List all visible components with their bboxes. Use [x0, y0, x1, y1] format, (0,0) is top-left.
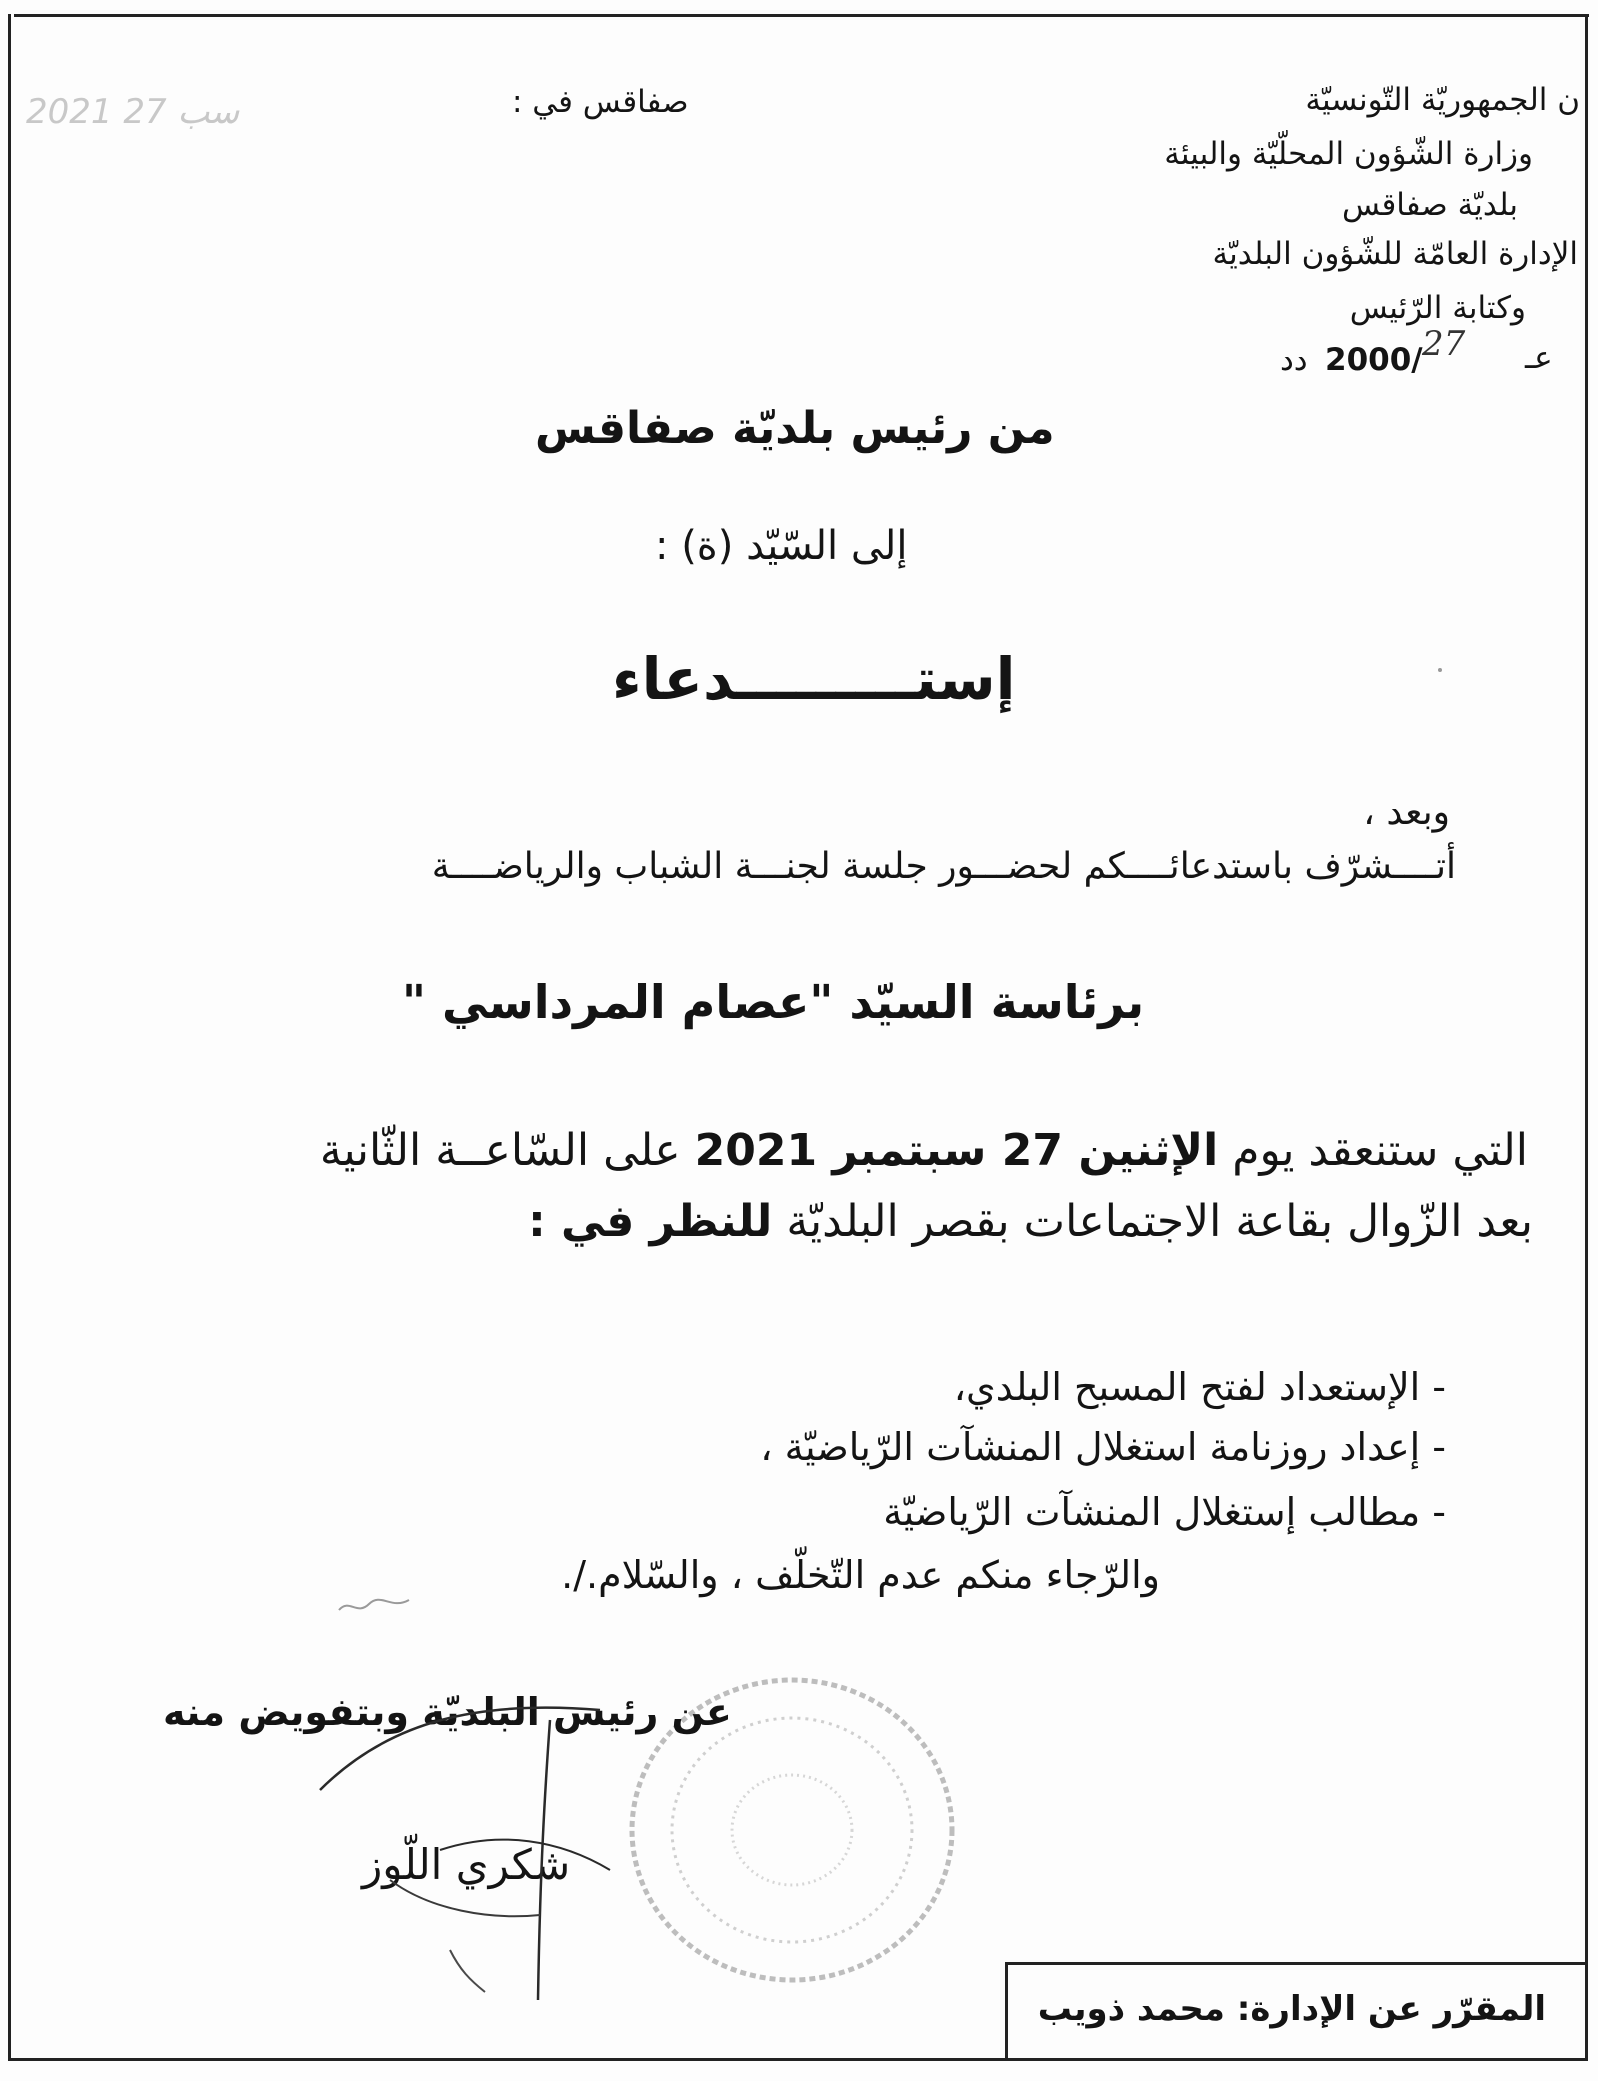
meeting-date-line	[320, 1125, 1528, 1176]
header-ministry: وزارة الشّؤون المحلّيّة والبيئة	[1164, 136, 1533, 172]
reference-tail: دد	[1280, 342, 1308, 378]
meeting-place: بعد الزّوال بقاعة الاجتماعات بقصر البلديّة	[786, 1196, 1533, 1247]
agenda-item: - إعداد روزنامة استغلال المنشآت الرّياضيّة ،	[760, 1425, 1446, 1469]
signature-title: عن رئيس البلديّة وبتفويض منه	[163, 1690, 732, 1734]
meeting-day: الإثنين 27 سبتمبر 2021	[694, 1125, 1219, 1176]
letter-body: أتــــشرّف باستدعائــــكم لحضـــور جلسة لجنـــة الشباب والرياضــــة	[431, 846, 1456, 887]
meeting-purpose: للنظر في :	[528, 1196, 773, 1247]
faint-date-stamp: 2021 سب 27	[26, 92, 240, 132]
city-date-label: صفاقس في :	[512, 84, 689, 120]
agenda-item: - الإستعداد لفتح المسبح البلدي،	[953, 1365, 1446, 1409]
page-border-top	[14, 14, 1589, 17]
reference-year: 2000/	[1325, 342, 1423, 378]
header-directorate: الإدارة العامّة للشّؤون البلديّة	[1212, 236, 1578, 272]
rapporteur-name: محمد ذويب	[1037, 1989, 1225, 2029]
meeting-place-line	[528, 1196, 1533, 1247]
reference-handwritten: 27	[1422, 324, 1466, 364]
scan-speck	[1438, 668, 1442, 672]
page-border-left	[8, 14, 11, 2059]
letter-to: إلى السّيّد (ة) :	[655, 523, 908, 569]
meeting-text-a: التي ستنعقد يوم	[1232, 1125, 1528, 1176]
rapporteur-box	[1005, 1962, 1588, 2061]
letter-subject: إستـــــــــدعاء	[612, 645, 1016, 713]
meeting-text-b: على السّاعــة الثّانية	[319, 1125, 681, 1176]
letter-closing: والرّجاء منكم عدم التّخلّف ، والسّلام./.	[561, 1553, 1160, 1597]
rapporteur-line	[1038, 1989, 1546, 2029]
agenda-item: - مطالب إستغلال المنشآت الرّياضيّة	[883, 1490, 1446, 1534]
header-secretariat: وكتابة الرّئيس	[1349, 290, 1526, 326]
reference-prefix: عـ	[1525, 340, 1553, 376]
letter-from: من رئيس بلديّة صفاقس	[535, 403, 1055, 454]
rapporteur-label: المقرّر عن الإدارة:	[1236, 1989, 1546, 2029]
header-municipality: بلديّة صفاقس	[1341, 187, 1518, 223]
handwritten-signature	[300, 1680, 720, 2020]
signatory-name: شكري اللّوز	[362, 1840, 571, 1889]
letter-opening: وبعد ،	[1363, 792, 1450, 833]
page-border-right	[1585, 14, 1588, 2059]
header-republic: ن الجمهوريّة التّونسيّة	[1305, 82, 1580, 118]
meeting-chair: برئاسة السيّد "عصام المرداسي "	[402, 975, 1145, 1029]
pen-mark	[335, 1590, 415, 1620]
